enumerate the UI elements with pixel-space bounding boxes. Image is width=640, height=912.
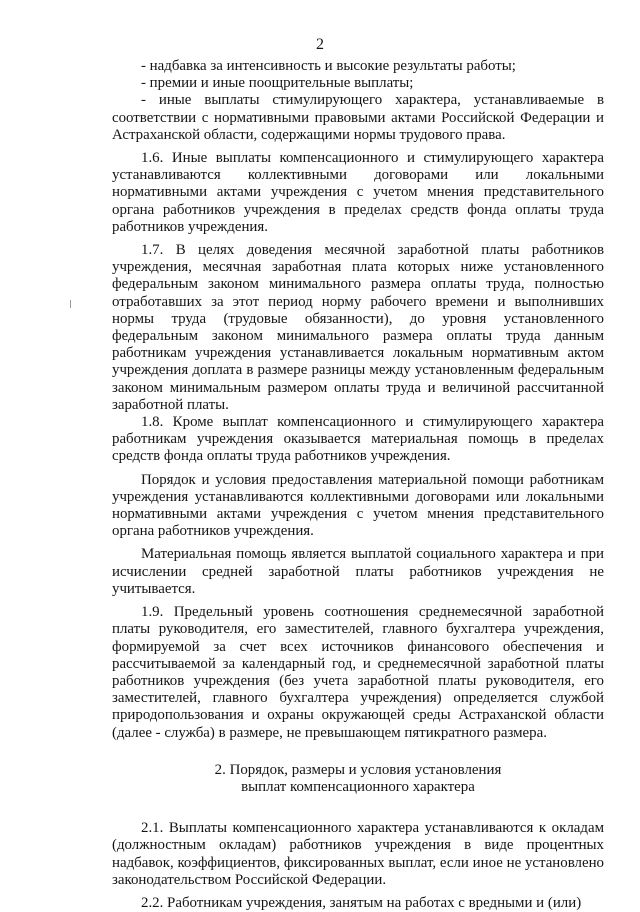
material-aid-procedure: Порядок и условия предоставления материальной помощи работникам учреждения устанавливаются коллективными договорами или локальными нормативными актами учреждения с учетом мнения представительного органа работников учреждения.: [112, 471, 604, 540]
clause-2-1: 2.1. Выплаты компенсационного характера устанавливаются к окладам (должностным окладам) работников учреждения в виде процентных надбавок, коэффициентов, фиксированных выплат, если иное не установлено законодательством Российской Федерации.: [112, 820, 604, 888]
list-item: - надбавка за интенсивность и высокие результаты работы;: [141, 58, 516, 74]
section-heading-line-1: 2. Порядок, размеры и условия установления: [214, 761, 502, 778]
clause-1-8: 1.8. Кроме выплат компенсационного и стимулирующего характера работникам учреждения оказывается материальная помощь в пределах средств фонда оплаты труда работников учреждения.: [112, 414, 604, 465]
clause-2-2: 2.2. Работникам учреждения, занятым на работах с вредными и (или): [141, 894, 582, 911]
clause-1-6: 1.6. Иные выплаты компенсационного и стимулирующего характера устанавливаются коллективными договорами или локальными нормативными актами учреждения с учетом мнения представительного органа работников учреждения в пределах средств фонда оплаты труда работников учреждения.: [112, 150, 604, 235]
clause-1-7: 1.7. В целях доведения месячной заработной платы работников учреждения, месячная заработная плата которых ниже установленного федеральным законом минимального размера оплаты труда, полностью отработавших за этот период норму рабочего времени и выполнивших нормы труда (трудовые обязанности), до уровня установленного федеральным законом минимального размера оплаты труда данным работникам учреждения устанавливается локальным нормативным актом учреждения доплата в размере разницы между установленным федеральным законом минимальным размером оплаты труда и величиной рассчитанной заработной платы.: [112, 242, 604, 413]
document-body: [112, 58, 604, 912]
page-number: 2: [316, 36, 324, 53]
clause-1-9: 1.9. Предельный уровень соотношения среднемесячной заработной платы руководителя, его заместителей, главного бухгалтера учреждения, формируемой за счет всех источников финансового обеспечения и рассчитываемой за календарный год, и среднемесячной заработной платы работников учреждения (без учета заработной платы руководителя, его заместителей, главного бухгалтера учреждения) определяется службой природопользования и охраны окружающей среды Астраханской области (далее - служба) в размере, не превышающем пятикратного размера.: [112, 604, 604, 741]
list-item: - иные выплаты стимулирующего характера, устанавливаемые в соответствии с нормативными правовыми актами Российской Федерации и Астраханской области, содержащими нормы трудового права.: [112, 92, 604, 143]
section-heading-line-2: выплат компенсационного характера: [241, 778, 475, 795]
section-heading: [112, 762, 604, 796]
material-aid-nature: Материальная помощь является выплатой социального характера и при исчислении средней заработной платы работников учреждения не учитывается.: [112, 546, 604, 597]
list-item: - премии и иные поощрительные выплаты;: [141, 75, 414, 92]
margin-mark: [70, 300, 71, 308]
